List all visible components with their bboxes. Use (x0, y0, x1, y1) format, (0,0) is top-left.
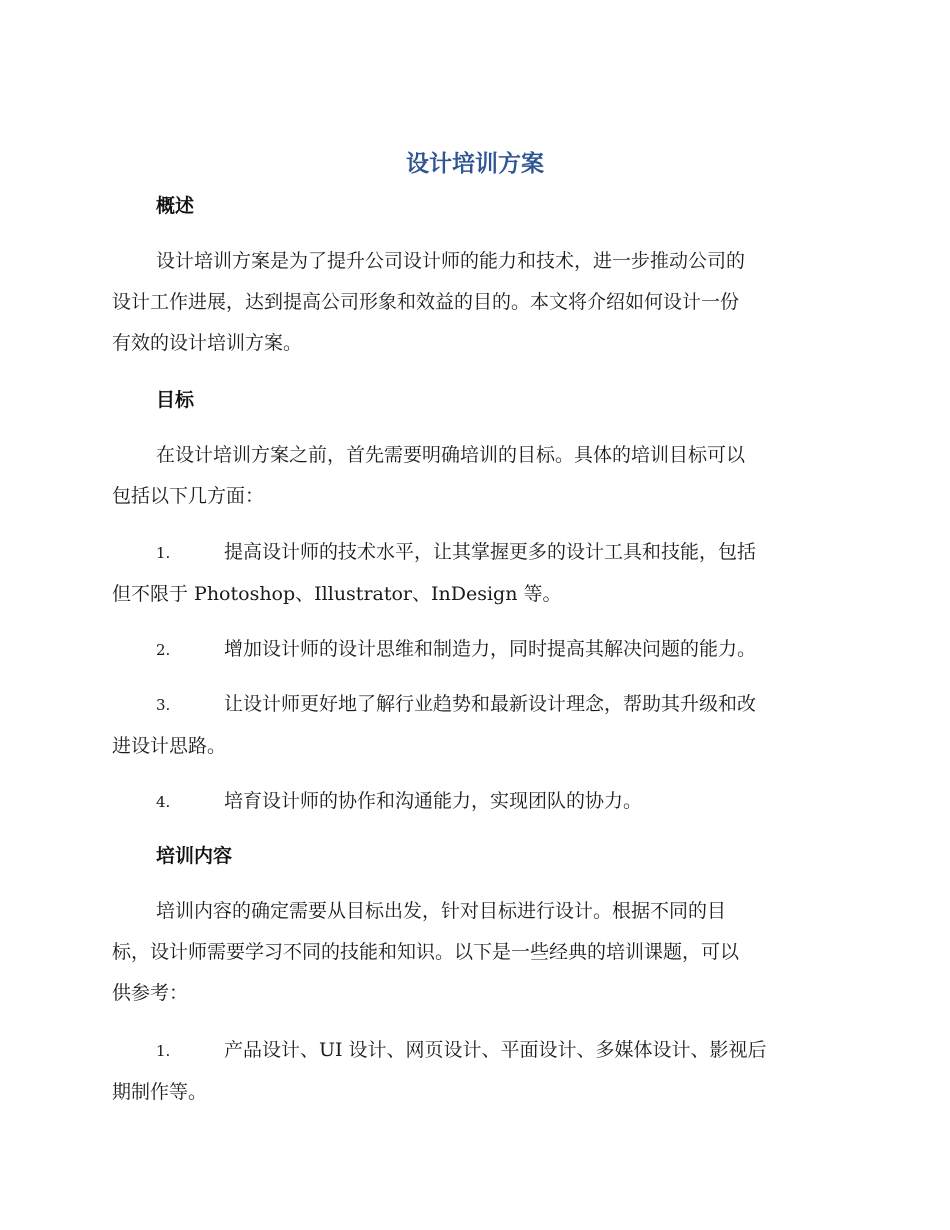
list-number: 1. (156, 1042, 171, 1060)
list-number: 1. (156, 544, 171, 562)
paragraph-line: 培训内容的确定需要从目标出发，针对目标进行设计。根据不同的目 (156, 900, 727, 922)
content-paragraph (112, 891, 842, 1014)
list-number: 4. (156, 793, 171, 811)
list-text: 让设计师更好地了解行业趋势和最新设计理念，帮助其升级和改 (224, 693, 757, 715)
list-text: 培育设计师的协作和沟通能力，实现团队的协力。 (224, 790, 643, 812)
list-text: 产品设计、UI 设计、网页设计、平面设计、多媒体设计、影视后 (224, 1039, 767, 1061)
section-heading-overview: 概述 (156, 195, 195, 217)
list-item (112, 1030, 842, 1113)
list-number: 2. (156, 641, 171, 659)
section-heading-content: 培训内容 (156, 845, 233, 867)
overview-paragraph (112, 241, 842, 364)
list-text: 期制作等。 (112, 1081, 208, 1103)
paragraph-line: 标，设计师需要学习不同的技能和知识。以下是一些经典的培训课题，可以 (112, 941, 740, 963)
paragraph-line: 设计培训方案是为了提升公司设计师的能力和技术，进一步推动公司的 (156, 250, 746, 272)
section-heading-goals: 目标 (156, 389, 195, 411)
paragraph-line: 供参考： (112, 982, 189, 1004)
paragraph-line: 包括以下几方面： (112, 485, 265, 507)
document-title: 设计培训方案 (406, 151, 544, 177)
list-item (112, 781, 842, 823)
list-text: 提高设计师的技术水平，让其掌握更多的设计工具和技能，包括 (224, 541, 757, 563)
paragraph-line: 有效的设计培训方案。 (112, 332, 303, 354)
list-number: 3. (156, 696, 171, 714)
goals-paragraph (112, 435, 842, 517)
list-item (112, 629, 842, 671)
list-text: 但不限于 Photoshop、Illustrator、InDesign 等。 (112, 583, 562, 605)
list-text: 进设计思路。 (112, 735, 227, 757)
paragraph-line: 在设计培训方案之前，首先需要明确培训的目标。具体的培训目标可以 (156, 444, 746, 466)
list-item (112, 532, 842, 615)
list-text: 增加设计师的设计思维和制造力，同时提高其解决问题的能力。 (224, 638, 757, 660)
paragraph-line: 设计工作进展，达到提高公司形象和效益的目的。本文将介绍如何设计一份 (112, 291, 740, 313)
list-item (112, 684, 842, 767)
